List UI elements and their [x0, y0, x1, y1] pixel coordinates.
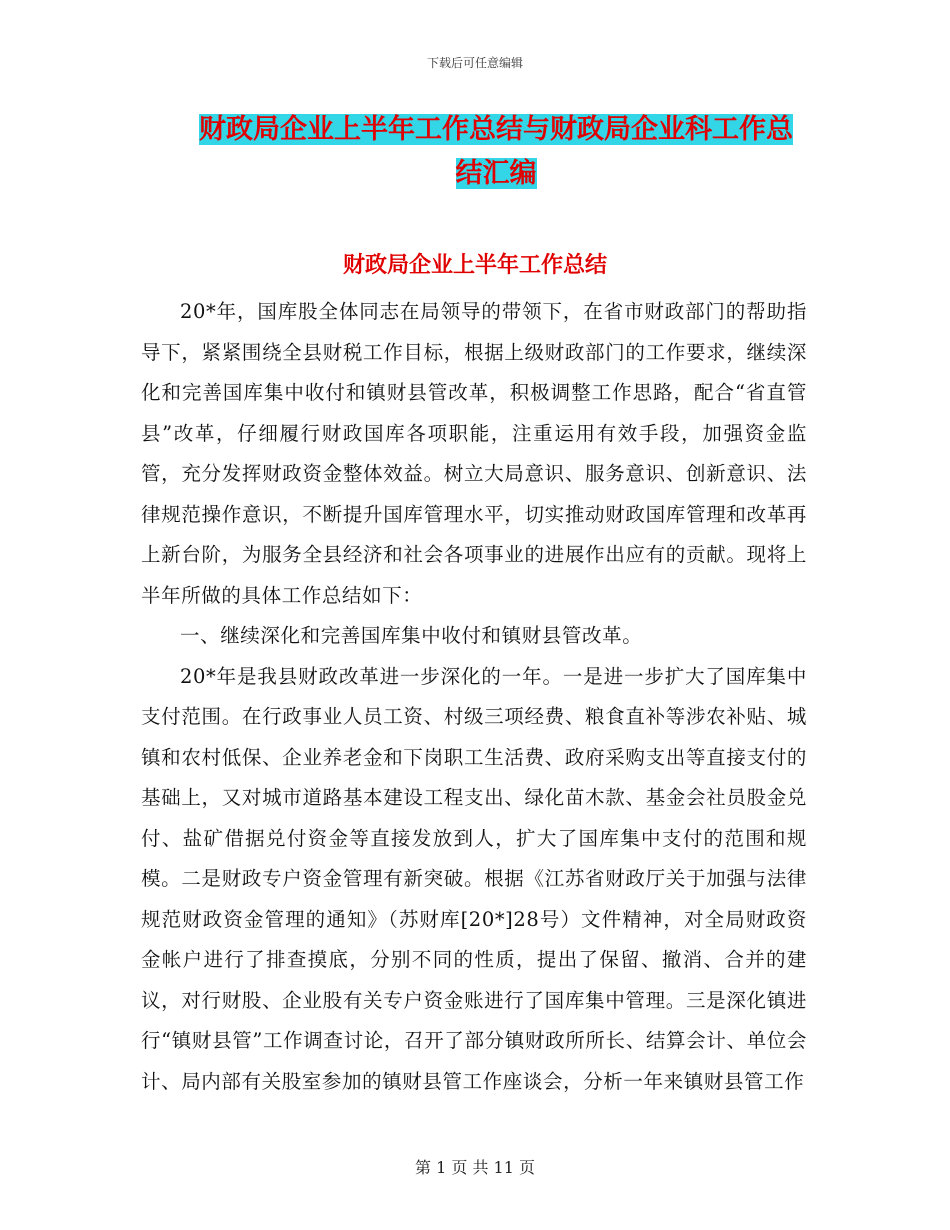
paragraph-body-1: 20*年是我县财政改革进一步深化的一年。一是进一步扩大了国库集中支付范围。在行政事业人员工资、村级三项经费、粮食直补等涉农补贴、城镇和农村低保、企业养老金和下岗职工生活费、政府采购支出等直接支付的基础上，又对城市道路基本建设工程支出、绿化苗木款、基金会社员股金兑付、盐矿借据兑付资金等直接发放到人，扩大了国库集中支付的范围和规模。二是财政专户资金管理有新突破。根据《江苏省财政厅关于加强与法律规范财政资金管理的通知》（苏财库[20*]28号）文件精神，对全局财政资金帐户进行了排查摸底，分别不同的性质，提出了保留、撤消、合并的建议，对行财股、企业股有关专户资金账进行了国库集中管理。三是深化镇进行“镇财县管”工作调查讨论，召开了部分镇财政所所长、结算会计、单位会计、局内部有关股室参加的镇财县管工作座谈会，分析一年来镇财县管工作 [141, 664, 807, 1093]
page-footer: 第 1 页 共 11 页 [415, 1158, 535, 1177]
paragraph-intro: 20*年，国库股全体同志在局领导的带领下，在省市财政部门的帮助指导下，紧紧围绕全县财税工作目标，根据上级财政部门的工作要求，继续深化和完善国库集中收付和镇财县管改革，积极调整工作思路，配合“省直管县”改革，仔细履行财政国库各项职能，注重运用有效手段，加强资金监管，充分发挥财政资金整体效益。树立大局意识、服务意识、创新意识、法律规范操作意识，不断提升国库管理水平，切实推动财政国库管理和改革再上新台阶，为服务全县经济和社会各项事业的进展作出应有的贡献。现将上半年所做的具体工作总结如下： [141, 300, 807, 607]
document-title-text: 财政局企业上半年工作总结与财政局企业科工作总结汇编 [199, 114, 793, 189]
paragraph-heading-1: 一、继续深化和完善国库集中收付和镇财县管改革。 [180, 624, 643, 647]
section-title: 财政局企业上半年工作总结 [342, 253, 607, 278]
document-title [190, 108, 802, 196]
header-note: 下载后可任意编辑 [426, 56, 523, 70]
document-body [141, 292, 807, 1102]
